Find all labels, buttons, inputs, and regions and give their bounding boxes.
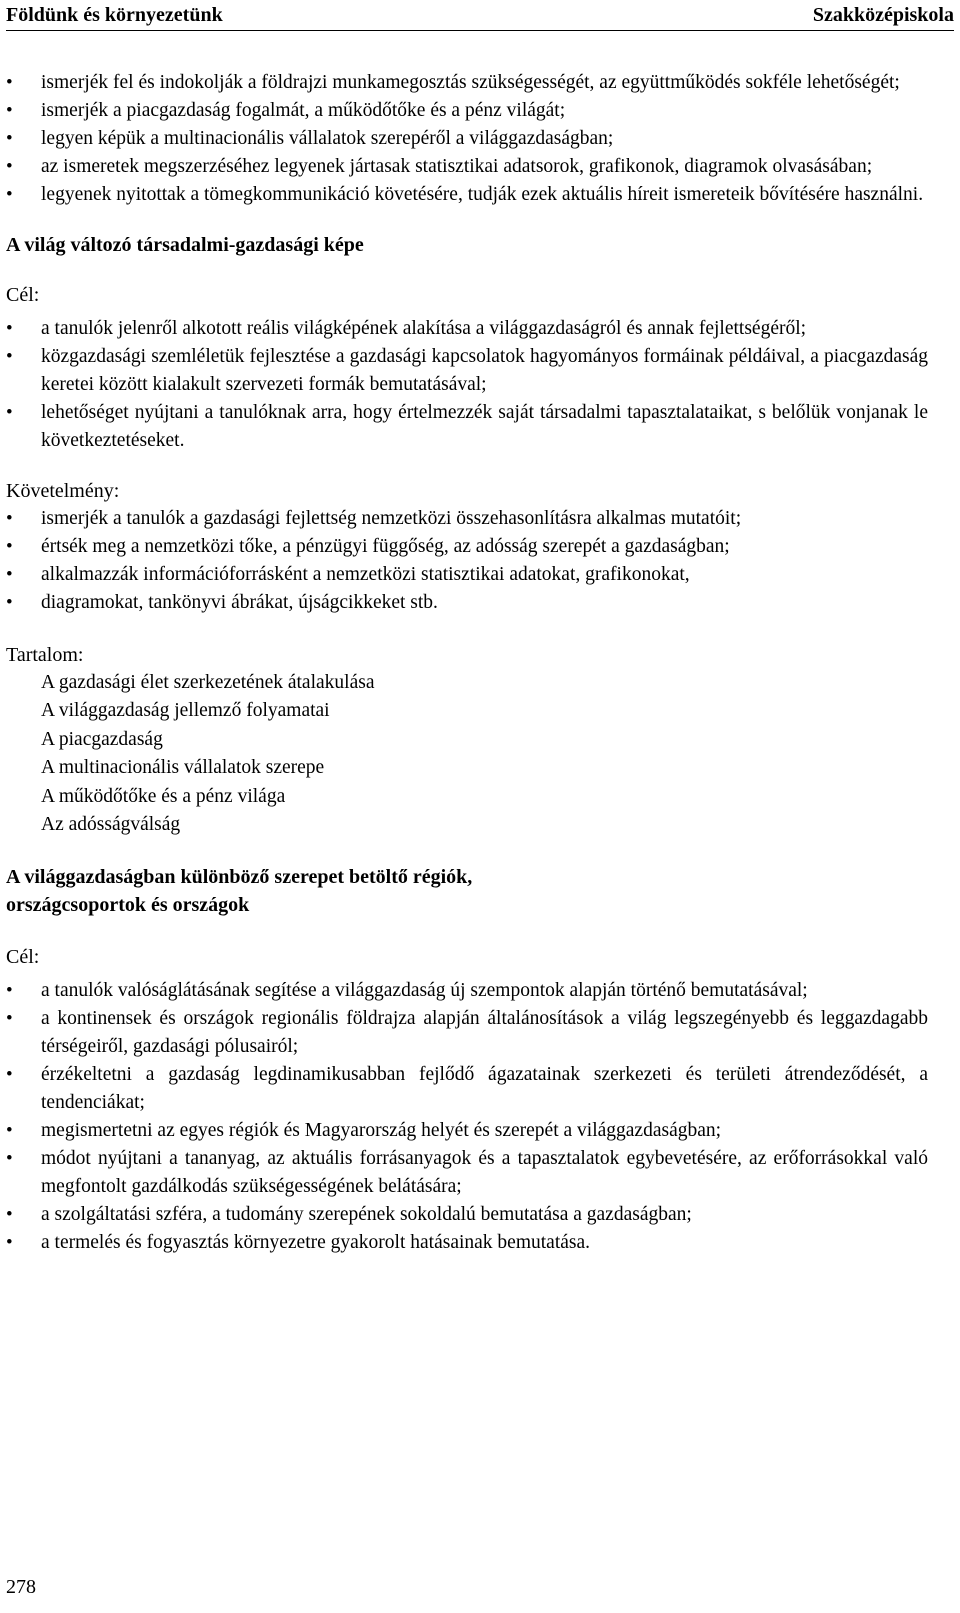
page-body [6, 69, 928, 1257]
list-item: • módot nyújtani a tananyag, az aktuális forrásanyagok és a tapasztalatok egybevetésére, az erőforrásokkal való megfontolt gazdálkodás szükségességének belátására; [6, 1145, 928, 1201]
requirement-bullet-list [6, 505, 928, 617]
list-item: • a tanulók valóságlátásának segítése a világgazdaság új szempontok alapján történő bemutatásával; [6, 977, 928, 1005]
list-item: • érzékeltetni a gazdaság legdinamikusabban fejlődő ágazatainak szerkezeti és területi átrendeződését, a tendenciákat; [6, 1061, 928, 1117]
list-item: • az ismeretek megszerzéséhez legyenek jártasak statisztikai adatsorok, grafikonok, diagramok olvasásában; [6, 153, 928, 181]
list-item: A multinacionális vállalatok szerepe [41, 757, 325, 779]
list-item: • legyenek nyitottak a tömegkommunikáció követésére, tudják ezek aktuális híreit ismereteik bővítésére használni. [6, 181, 928, 209]
list-item: A világgazdaság jellemző folyamatai [41, 700, 330, 722]
list-item: • ismerjék a tanulók a gazdasági fejlettség nemzetközi összehasonlításra alkalmas mutatóit; [6, 505, 928, 533]
content-label: Tartalom: [6, 644, 84, 666]
header-left-title: Földünk és környezetünk [6, 4, 223, 26]
list-item: • a tanulók jelenről alkotott reális világképének alakítása a világgazdaságról és annak fejlettségéről; [6, 315, 928, 343]
section-heading-line: A világgazdaságban különböző szerepet betöltő régiók, [6, 866, 473, 889]
list-item: • ismerjék fel és indokolják a földrajzi munkamegosztás szükségességét, az együttműködés sokféle lehetőségét; [6, 69, 928, 97]
list-item: A gazdasági élet szerkezetének átalakulása [41, 672, 375, 693]
list-item: • lehetőséget nyújtani a tanulóknak arra, hogy értelmezzék saját társadalmi tapasztalataikat, s belőlük vonjanak le következtetéseket. [6, 399, 928, 455]
section-heading-line: országcsoportok és országok [6, 894, 250, 917]
list-item: • diagramokat, tankönyvi ábrákat, újságcikkeket stb. [6, 589, 928, 617]
list-item: • a termelés és fogyasztás környezetre gyakorolt hatásainak bemutatása. [6, 1229, 928, 1257]
list-item: • ismerjék a piacgazdaság fogalmát, a működőtőke és a pénz világát; [6, 97, 928, 125]
list-item: • alkalmazzák információforrásként a nemzetközi statisztikai adatokat, grafikonokat, [6, 561, 928, 589]
list-item: • közgazdasági szemléletük fejlesztése a gazdasági kapcsolatok hagyományos formáinak példáival, a piacgazdaság keretei között kialakult szervezeti formák bemutatásával; [6, 343, 928, 399]
section-heading: A világ változó társadalmi-gazdasági képe [6, 234, 364, 256]
list-item: A működőtőke és a pénz világa [41, 785, 286, 807]
list-item: • a szolgáltatási szféra, a tudomány szerepének sokoldalú bemutatása a gazdaságban; [6, 1201, 928, 1229]
goal-bullet-list [6, 977, 928, 1257]
page-number: 278 [6, 1576, 36, 1598]
goal-label: Cél: [6, 946, 40, 969]
list-item: • a kontinensek és országok regionális földrajza alapján általánosítások a világ legszegényebb és leggazdagabb térségeiről, gazdasági pólusairól; [6, 1005, 928, 1061]
content-topic-list [6, 669, 928, 839]
list-item: • értsék meg a nemzetközi tőke, a pénzügyi függőség, az adósság szerepét a gazdaságban; [6, 533, 928, 561]
list-item: • megismertetni az egyes régiók és Magyarország helyét és szerepét a világgazdaságban; [6, 1117, 928, 1145]
goal-label: Cél: [6, 284, 40, 306]
list-item: Az adósságválság [41, 814, 181, 836]
list-item: • legyen képük a multinacionális vállalatok szerepéről a világgazdaságban; [6, 125, 928, 153]
intro-bullet-list [6, 69, 928, 209]
requirement-label: Követelmény: [6, 480, 120, 502]
list-item: A piacgazdaság [41, 728, 163, 750]
running-header [6, 0, 954, 31]
section-heading [6, 863, 928, 919]
header-right-title: Szakközépiskola [812, 4, 954, 26]
goal-bullet-list [6, 315, 928, 455]
